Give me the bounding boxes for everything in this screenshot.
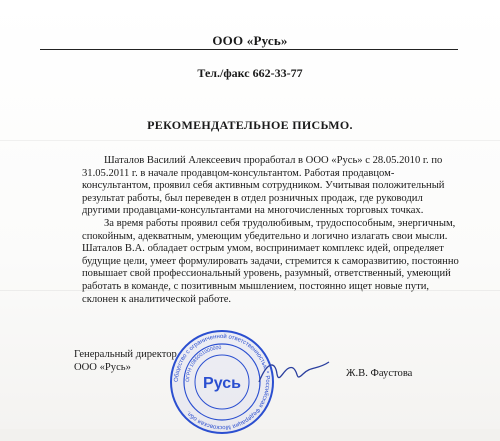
body-line: консультантом, проявил себя активным сотрудником. Учитывая положительный xyxy=(82,180,445,192)
signer-position-line: ООО «Русь» xyxy=(74,362,131,373)
signer-position-line: Генеральный директор xyxy=(74,349,177,360)
header-divider xyxy=(40,49,458,50)
stamp-ring-text: Общество с ограниченной ответственностью * Российская Федерация Московская обл. xyxy=(173,333,271,431)
signer-name: Ж.В. Фаустова xyxy=(346,368,413,379)
letter-title: РЕКОМЕНДАТЕЛЬНОЕ ПИСЬМО. xyxy=(147,118,353,132)
body-line: работать в команде, с позитивным мышлением, постоянно ищет новые пути, xyxy=(82,280,430,292)
handwritten-signature xyxy=(255,352,335,392)
body-line: будущие цели, умеет формулировать задачи, стремится к саморазвитию, постоянно xyxy=(82,255,459,267)
body-line: другими продавцами-консультантами на многочисленных торговых точках. xyxy=(82,205,424,217)
body-line: склонен к аналитической работе. xyxy=(82,293,232,305)
stamp-inner-ring-text: ОГРН 1085001000000 xyxy=(184,344,222,383)
body-line: повышает свой профессиональный уровень, разумный, ответственный, умеющий xyxy=(82,268,451,280)
body-line: результат работы, был переведен в отдел розничных продаж, где руководил xyxy=(82,192,423,204)
body-line: За время работы проявил себя трудолюбивым, трудоспособным, энергичным, xyxy=(104,217,456,229)
signer-position xyxy=(74,348,177,374)
body-line: спокойным, адекватным, умеющим убедительно и логично излагать свои мысли. xyxy=(82,230,448,242)
company-name: ООО «Русь» xyxy=(212,33,288,48)
letter-body xyxy=(82,155,459,306)
phone-fax: Тел./факс 662-33-77 xyxy=(197,66,303,80)
body-line: Шаталов Василий Алексеевич проработал в ООО «Русь» с 28.05.2010 г. по xyxy=(104,155,443,166)
stamp-center-text: Русь xyxy=(203,375,241,392)
body-line: Шаталов В.А. обладает острым умом, воспринимает комплекс идей, определяет xyxy=(82,243,444,255)
body-line: 31.05.2011 г. в начале продавцом-консультантом. Работая продавцом- xyxy=(82,167,395,179)
paper-crease xyxy=(0,140,500,141)
